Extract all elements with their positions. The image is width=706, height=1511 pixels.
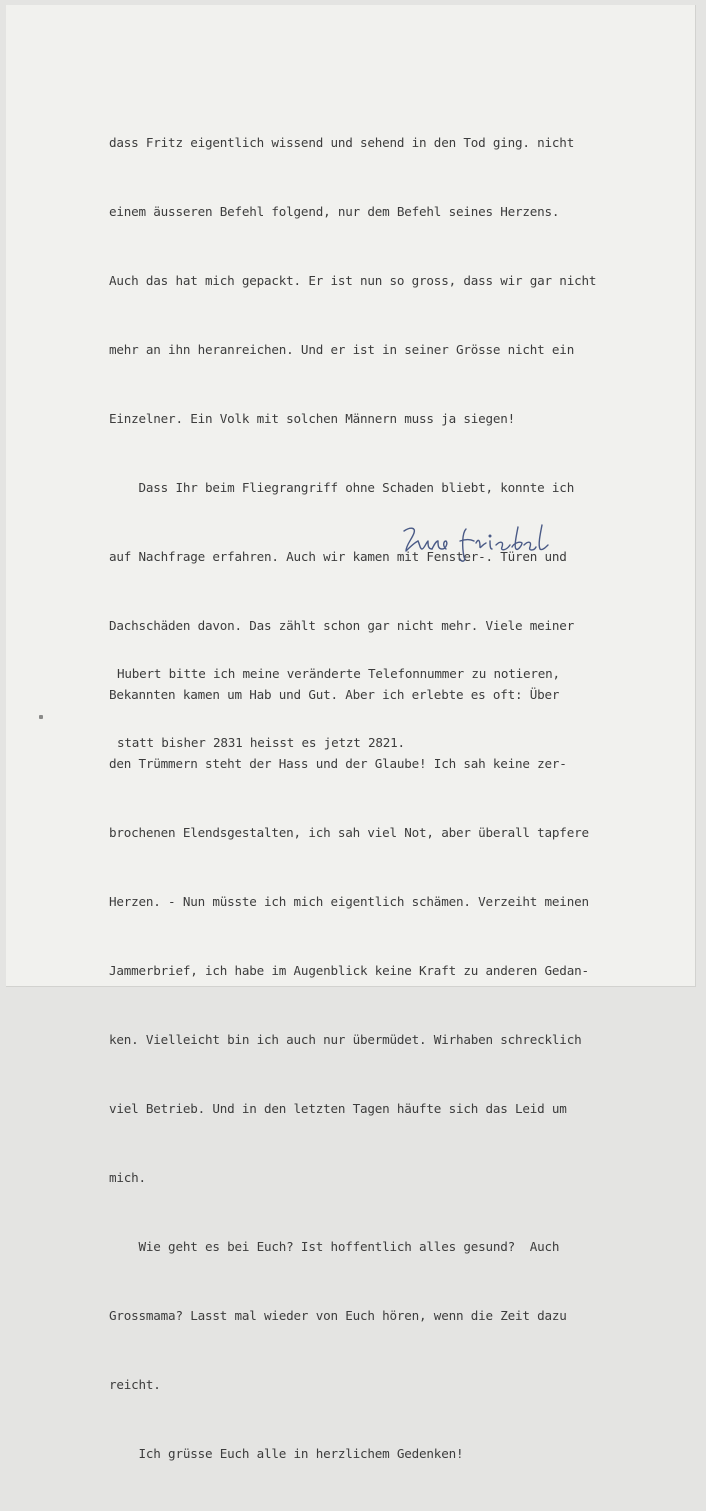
letter-line: Einzelner. Ein Volk mit solchen Männern muss ja siegen! <box>109 411 516 426</box>
letter-page <box>6 5 696 1461</box>
letter-line: reicht. <box>109 1377 161 1392</box>
letter-line: brochenen Elendsgestalten, ich sah viel Not, aber überall tapfere <box>109 825 589 840</box>
letter-line: Dass Ihr beim Fliegrangriff ohne Schaden bliebt, konnte ich <box>109 480 575 495</box>
letter-line: Wie geht es bei Euch? Ist hoffentlich alles gesund? Auch <box>109 1239 560 1254</box>
handwritten-signature <box>400 517 560 567</box>
letter-line: dass Fritz eigentlich wissend und sehend in den Tod ging. nicht <box>109 135 575 150</box>
letter-line: mich. <box>109 1170 146 1185</box>
letter-line: Dachschäden davon. Das zählt schon gar nicht mehr. Viele meiner <box>109 618 575 633</box>
letter-line: ken. Vielleicht bin ich auch nur übermüdet. Wirhaben schrecklich <box>109 1032 582 1047</box>
letter-line: Jammerbrief, ich habe im Augenblick keine Kraft zu anderen Gedan- <box>109 963 589 978</box>
letter-line: einem äusseren Befehl folgend, nur dem Befehl seines Herzens. <box>109 204 560 219</box>
letter-line: viel Betrieb. Und in den letzten Tagen häufte sich das Leid um <box>109 1101 567 1116</box>
letter-line: Auch das hat mich gepackt. Er ist nun so gross, dass wir gar nicht <box>109 273 597 288</box>
letter-line: mehr an ihn heranreichen. Und er ist in seiner Grösse nicht ein <box>109 342 575 357</box>
letter-line: Bekannten kamen um Hab und Gut. Aber ich erlebte es oft: Über <box>109 687 560 702</box>
letter-line: den Trümmern steht der Hass und der Glaube! Ich sah keine zer- <box>109 756 567 771</box>
paper-mark <box>39 715 43 719</box>
postscript-line: statt bisher 2831 heisst es jetzt 2821. <box>117 735 405 750</box>
letter-line: Ich grüsse Euch alle in herzlichem Gedenken! <box>109 1446 464 1461</box>
postscript <box>117 616 677 800</box>
letter-line: Herzen. - Nun müsste ich mich eigentlich schämen. Verzeiht meinen <box>109 894 589 909</box>
letter-line: Grossmama? Lasst mal wieder von Euch hören, wenn die Zeit dazu <box>109 1308 567 1323</box>
postscript-line: Hubert bitte ich meine veränderte Telefonnummer zu notieren, <box>117 666 560 681</box>
letter-line: auf Nachfrage erfahren. Auch wir kamen mit Fenster-. Türen und <box>109 549 567 564</box>
